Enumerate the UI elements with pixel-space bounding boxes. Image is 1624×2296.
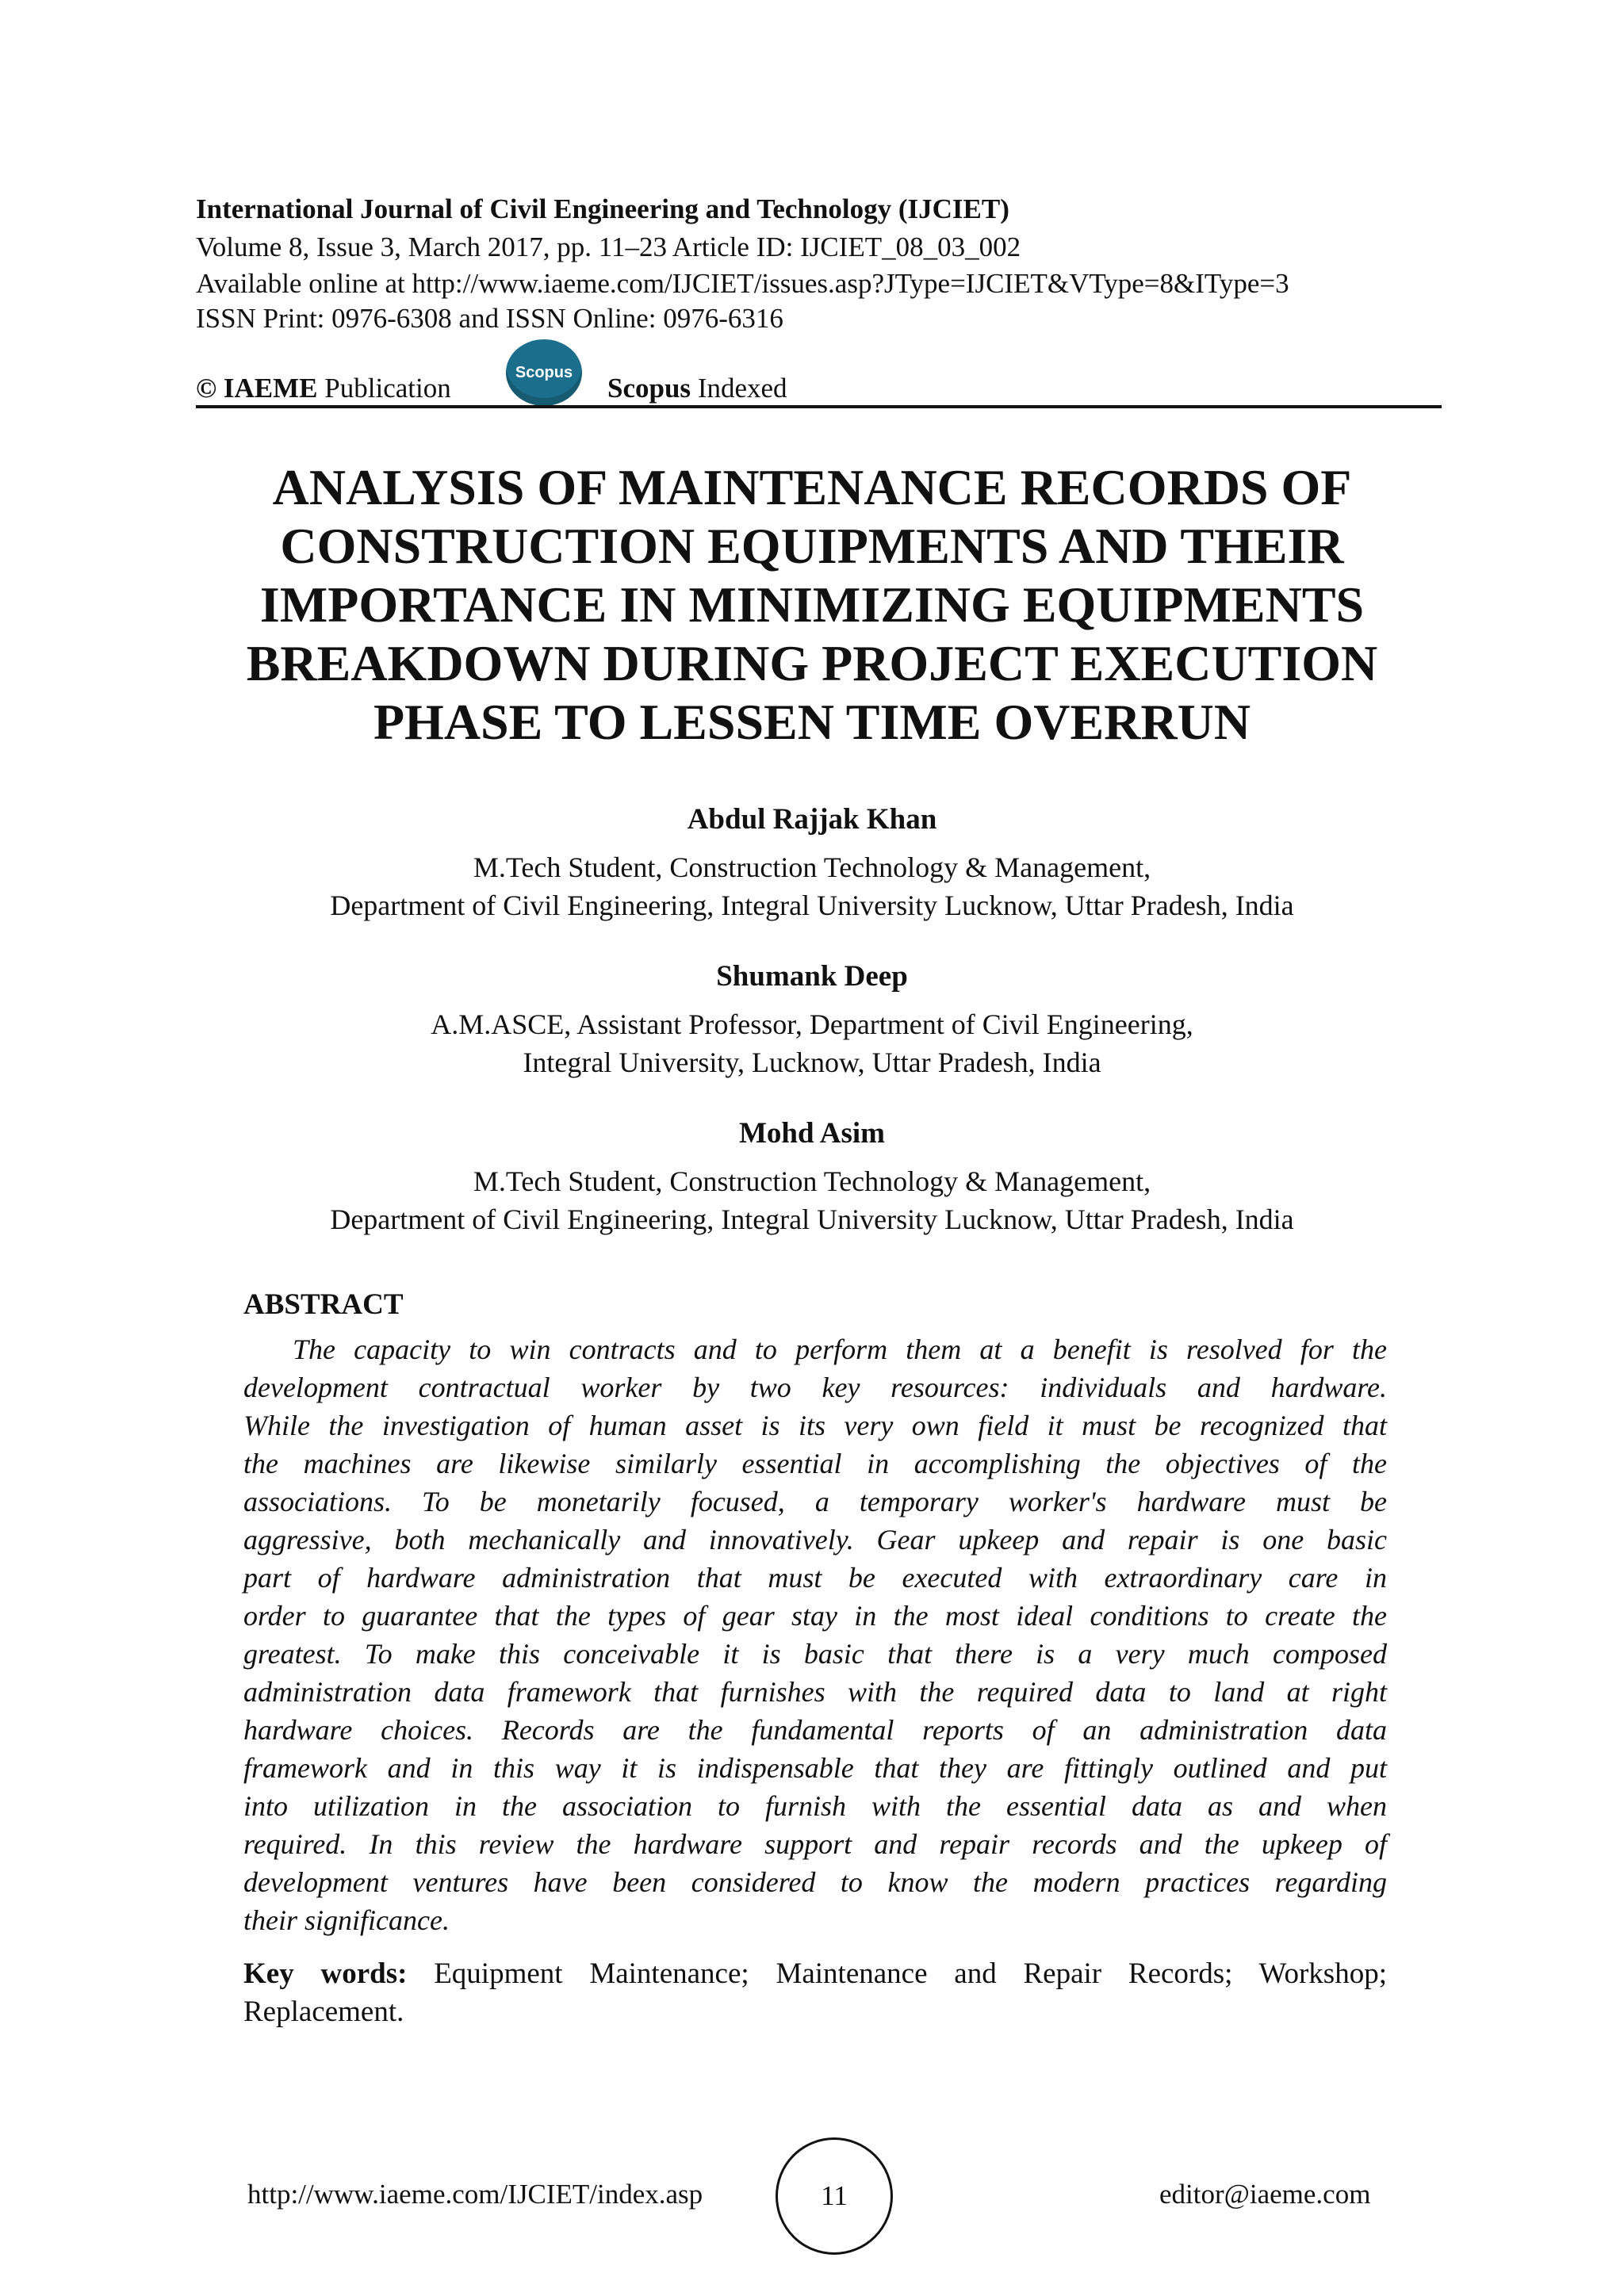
title-line: BREAKDOWN DURING PROJECT EXECUTION (246, 635, 1378, 691)
abstract-line: order to guarantee that the types of gear stay in the most ideal conditions to create the (243, 1600, 1387, 1632)
affiliation-line: Department of Civil Engineering, Integral University Lucknow, Uttar Pradesh, India (330, 890, 1294, 921)
abstract-line: associations. To be monetarily focused, a temporary worker's hardware must be (243, 1486, 1387, 1517)
header-rule (196, 405, 1442, 408)
indexed-label: Indexed (691, 373, 787, 404)
scopus-logo (506, 339, 582, 406)
abstract-line: aggressive, both mechanically and innovatively. Gear upkeep and repair is one basic (243, 1524, 1387, 1556)
keywords-label: Key words: (243, 1957, 408, 1990)
abstract-heading: ABSTRACT (243, 1288, 404, 1321)
abstract-line: The capacity to win contracts and to perform them at a benefit is resolved for the (293, 1334, 1387, 1365)
affiliation-line: Integral University, Lucknow, Uttar Pradesh, India (523, 1047, 1101, 1078)
author-name: Abdul Rajjak Khan (687, 803, 937, 836)
publisher-label: Publication (317, 373, 451, 404)
title-line: CONSTRUCTION EQUIPMENTS AND THEIR (280, 518, 1344, 574)
paper-title (159, 458, 1465, 752)
publisher-copyright: © IAEME (196, 373, 318, 404)
abstract-line: While the investigation of human asset is its very own field it must be recognized that (243, 1410, 1387, 1441)
journal-title: International Journal of Civil Engineering and Technology (IJCIET) (196, 193, 1009, 224)
affiliation-line: Department of Civil Engineering, Integral University Lucknow, Uttar Pradesh, India (330, 1203, 1294, 1235)
scopus-indexed-line (607, 374, 787, 403)
title-line: ANALYSIS OF MAINTENANCE RECORDS OF (272, 459, 1352, 515)
affiliation-line: A.M.ASCE, Assistant Professor, Department of Civil Engineering, (431, 1008, 1193, 1040)
scopus-logo-text: Scopus (515, 363, 573, 381)
abstract-line: development contractual worker by two key resources: individuals and hardware. (243, 1372, 1387, 1403)
abstract-line: the machines are likewise similarly essential in accomplishing the objectives of the (243, 1448, 1387, 1479)
volume-info: Volume 8, Issue 3, March 2017, pp. 11–23 Article ID: IJCIET_08_03_002 (196, 232, 1021, 262)
abstract-line: development ventures have been considered to know the modern practices regarding (243, 1866, 1387, 1898)
publisher-line (196, 374, 451, 403)
abstract-line: their significance. (243, 1904, 450, 1936)
footer-email-link[interactable]: editor@iaeme.com (1159, 2179, 1371, 2210)
abstract-line: greatest. To make this conceivable it is basic that there is a very much composed (243, 1638, 1387, 1670)
title-line: IMPORTANCE IN MINIMIZING EQUIPMENTS (259, 576, 1365, 633)
abstract-line: administration data framework that furnishes with the required data to land at right (243, 1676, 1387, 1708)
abstract-line: hardware choices. Records are the fundamental reports of an administration data (243, 1714, 1387, 1746)
keywords-line (243, 1955, 1387, 1993)
keywords-text-continued: Replacement. (243, 1996, 404, 2028)
abstract-line: part of hardware administration that must be executed with extraordinary care in (243, 1562, 1387, 1594)
author-name: Mohd Asim (738, 1117, 885, 1150)
keywords-text: Equipment Maintenance; Maintenance and Repair Records; Workshop; (407, 1957, 1387, 1990)
author-affiliation (0, 1162, 1624, 1238)
author-affiliation (0, 1005, 1624, 1081)
abstract-body (243, 1330, 1387, 1939)
author-affiliation (0, 848, 1624, 924)
affiliation-line: M.Tech Student, Construction Technology & Management, (473, 851, 1151, 883)
issn-info: ISSN Print: 0976-6308 and ISSN Online: 0976-6316 (196, 303, 783, 334)
title-line: PHASE TO LESSEN TIME OVERRUN (373, 694, 1251, 750)
scopus-label: Scopus (607, 373, 691, 404)
page-number-text: 11 (821, 2180, 848, 2211)
abstract-line: into utilization in the association to furnish with the essential data as and when (243, 1790, 1387, 1822)
affiliation-line: M.Tech Student, Construction Technology & Management, (473, 1165, 1151, 1197)
author-name: Shumank Deep (716, 960, 908, 993)
abstract-line: required. In this review the hardware support and repair records and the upkeep of (243, 1828, 1387, 1860)
keywords (243, 1955, 1387, 2031)
availability-info: Available online at http://www.iaeme.com/IJCIET/issues.asp?JType=IJCIET&VType=8&IType=3 (196, 268, 1289, 299)
page-number (776, 2137, 893, 2255)
footer-url-link[interactable]: http://www.iaeme.com/IJCIET/index.asp (247, 2179, 703, 2210)
abstract-line: framework and in this way it is indispensable that they are fittingly outlined and put (243, 1752, 1387, 1784)
